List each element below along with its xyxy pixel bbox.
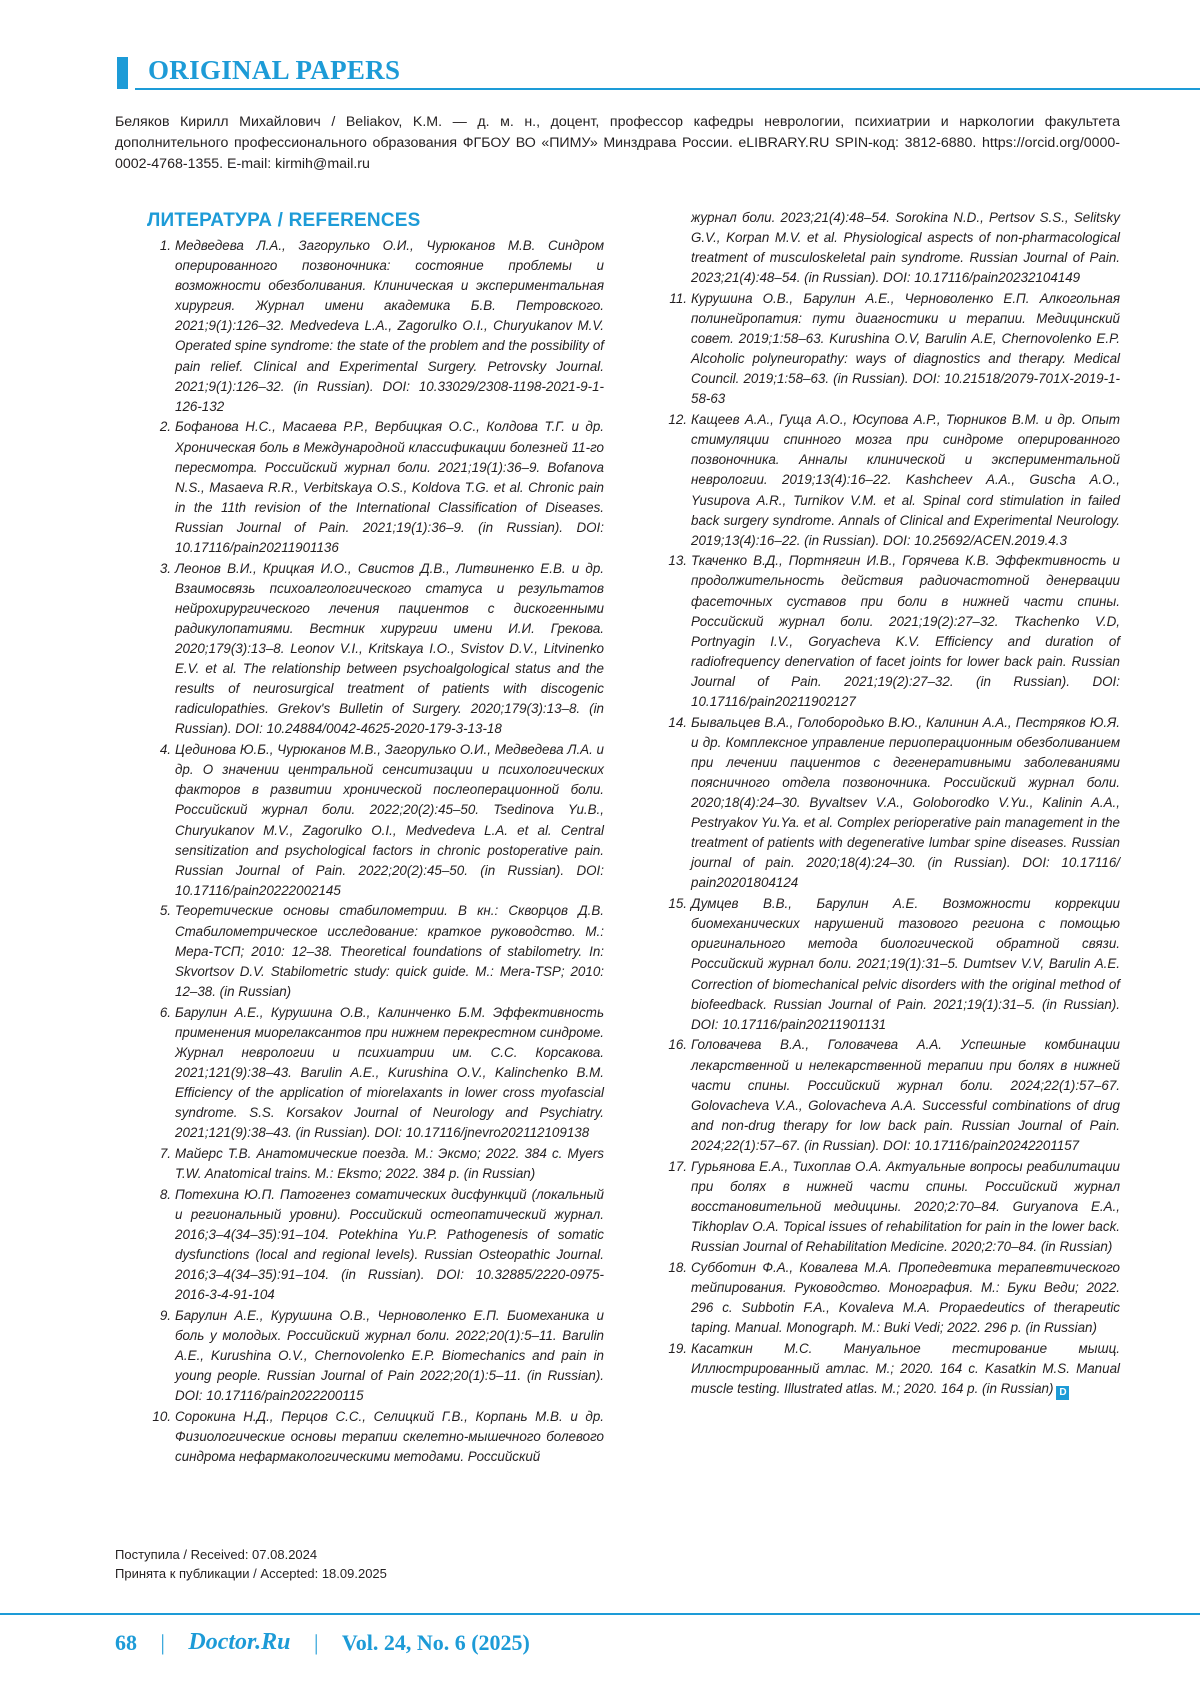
reference-number: 2. (147, 417, 171, 437)
reference-item (663, 1339, 1120, 1400)
reference-number: 15. (663, 894, 687, 914)
page-footer (115, 1628, 530, 1664)
header-accent-bar (117, 57, 128, 89)
reference-number: 6. (147, 1003, 171, 1023)
reference-number: 18. (663, 1258, 687, 1278)
reference-text: Кащеев А.А., Гуща А.О., Юсупова А.Р., Тюрников В.М. и др. Опыт стимуляции спинного мозга при синдроме оперированного позвоночника. Анналы клинической и экспериментальной неврологии. 2019;13(4):16–22. Kashcheev A.A., Guscha A.O., Yusupova A.R., Turnikov V.M. et al. Spinal cord stimulation in failed back surgery syndrome. Annals of Clinical and Experimental Neurology. 2019;13(4):16–22. (in Russian). DOI: 10.25692/ACEN.2019.4.3 (691, 412, 1120, 548)
reference-text: Гурьянова Е.А., Тихоплав О.А. Актуальные вопросы реабилитации при болях в нижней части спины. Российский журнал восстановительной медицины. 2020;2:70–84. Guryanova E.A., Tikhoplav O.A. Topical issues of rehabilitation for pain in the lower back. Russian Journal of Rehabilitation Medicine. 2020;2:70–84. (in Russian) (691, 1159, 1120, 1254)
reference-item (147, 236, 604, 417)
reference-text: Субботин Ф.А., Ковалева М.А. Пропедевтика терапевтического тейпирования. Руководство. Монография. М.: Буки Веди; 2022. 296 с. Subbotin F.A., Kovaleva M.A. Propaedeutics of therapeutic taping. Manual. Monograph. M.: Buki Vedi; 2022. 296 p. (in Russian) (691, 1260, 1120, 1335)
reference-item (663, 410, 1120, 551)
reference-item (147, 901, 604, 1001)
footer-separator: | (314, 1630, 318, 1656)
references-right-column (663, 208, 1120, 1518)
reference-item (147, 1144, 604, 1184)
accepted-date: Принята к публикации / Accepted: 18.09.2025 (115, 1564, 387, 1583)
reference-text: Головачева В.А., Головачева А.А. Успешные комбинации лекарственной и нелекарственной терапии при болях в нижней части спины. Российский журнал боли. 2024;22(1):57–67. Golovacheva V.A., Golovacheva A.A. Successful combinations of drug and non-drug therapy for low back pain. Russian Journal of Pain. 2024;22(1):57–67. (in Russian). DOI: 10.17116/pain20242201157 (691, 1037, 1120, 1152)
reference-text: Медведева Л.А., Загорулько О.И., Чурюканов М.В. Синдром оперированного позвоночника: состояние проблемы и возможности обезболивания. Клиническая и экспериментальная хирургия. Журнал имени академика Б.В. Петровского. 2021;9(1):126–32. Medvedeva L.A., Zagorulko O.I., Churyukanov M.V. Operated spine syndrome: the state of the problem and the possibility of pain relief. Clinical and Experimental Surgery. Petrovsky Journal. 2021;9(1):126–32. (in Russian). DOI: 10.33029/2308-1198-2021-9-1-126-132 (175, 238, 604, 414)
reference-number: 7. (147, 1144, 171, 1164)
reference-number: 3. (147, 559, 171, 579)
reference-text: Сорокина Н.Д., Перцов С.С., Селицкий Г.В., Корпань М.В. и др. Физиологические основы терапии скелетно-мышечного болевого синдрома нефармакологическими методами. Российский (175, 1409, 604, 1464)
reference-number: 11. (663, 289, 687, 309)
reference-item (147, 1306, 604, 1406)
section-title: ORIGINAL PAPERS (148, 55, 400, 86)
reference-number: 4. (147, 740, 171, 760)
reference-item (147, 417, 604, 558)
reference-text: Барулин А.Е., Курушина О.В., Калинченко Б.М. Эффективность применения миорелаксантов при нижнем перекрестном синдроме. Журнал неврологии и психиатрии им. С.С. Корсакова. 2021;121(9):38–43. Barulin A.E., Kurushina O.V., Kalinchenko B.M. Efficiency of the application of miorelaxants in lower cross myofascial syndrome. S.S. Korsakov Journal of Neurology and Psychiatry. 2021;121(9):38–43. (in Russian). DOI: 10.17116/jnevro202112109138 (175, 1005, 604, 1141)
references-heading: ЛИТЕРАТУРА / REFERENCES (147, 210, 421, 232)
reference-number: 5. (147, 901, 171, 921)
reference-item (663, 1258, 1120, 1338)
reference-text: Ткаченко В.Д., Портнягин И.В., Горячева К.В. Эффективность и продолжительность действия радиочастотной денервации фасеточных суставов при боли в нижней части спины. Российский журнал боли. 2021;19(2):27–32. Tkachenko V.D, Portnyagin I.V., Goryacheva K.V. Efficiency and duration of radiofrequency denervation of facet joints for lower back pain. Russian Journal of Pain. 2021;19(2):27–32. (in Russian). DOI: 10.17116/pain20211902127 (691, 553, 1120, 709)
reference-number: 1. (147, 236, 171, 256)
received-date: Поступила / Received: 07.08.2024 (115, 1545, 387, 1564)
reference-text: Бофанова Н.С., Масаева Р.Р., Вербицкая О.С., Колдова Т.Г. и др. Хроническая боль в Международной классификации болезней 11-го пересмотра. Российский журнал боли. 2021;19(1):36–9. Bofanova N.S., Masaeva R.R., Verbitskaya O.S., Koldova T.G. et al. Chronic pain in the 11th revision of the International Classification of Diseases. Russian Journal of Pain. 2021;19(1):36–9. (in Russian). DOI: 10.17116/pain20211901136 (175, 419, 604, 555)
reference-item (663, 1035, 1120, 1156)
reference-number: 13. (663, 551, 687, 571)
reference-item (147, 1003, 604, 1144)
reference-item (663, 894, 1120, 1035)
journal-logo: Doctor.Ru (188, 1629, 290, 1656)
page-number: 68 (115, 1630, 137, 1656)
reference-item (147, 1185, 604, 1306)
reference-text: Барулин А.Е., Курушина О.В., Черноволенко Е.П. Биомеханика и боль у молодых. Российский журнал боли. 2022;20(1):5–11. Barulin A.E., Kurushina O.V., Chernovolenko E.P. Biomechanics and pain in young people. Russian Journal of Pain 2022;20(1):5–11. (in Russian). DOI: 10.17116/pain2022200115 (175, 1308, 604, 1403)
footer-separator: | (161, 1630, 165, 1656)
reference-number: 12. (663, 410, 687, 430)
header-rule (135, 88, 1200, 90)
article-dates (115, 1545, 387, 1583)
reference-number: 17. (663, 1157, 687, 1177)
reference-text: Теоретические основы стабилометрии. В кн.: Скворцов Д.В. Стабилометрическое исследование: краткое руководство. М.: Мера-ТСП; 2010: 12–38. Theoretical foundations of stabilometry. In: Skvortsov D.V. Stabilometric study: quick guide. M.: Mera-TSP; 2010: 12–38. (in Russian) (175, 903, 604, 998)
section-header (117, 57, 1200, 89)
references-left-column (147, 236, 604, 1536)
reference-text: Думцев В.В., Барулин А.Е. Возможности коррекции биомеханических нарушений тазового региона с помощью оригинального метода биологической обратной связи. Российский журнал боли. 2021;19(1):31–5. Dumtsev V.V, Barulin A.E. Correction of biomechanical pelvic disorders with the original method of biofeedback. Russian Journal of Pain. 2021;19(1):31–5. (in Russian). DOI: 10.17116/pain20211901131 (691, 896, 1120, 1032)
reference-number: 10. (147, 1407, 171, 1427)
reference-continuation: журнал боли. 2023;21(4):48–54. Sorokina N.D., Pertsov S.S., Selitsky G.V., Korpan M.V. et al. Physiological aspects of non-pharmacological treatment of musculoskeletal pain syndrome. Russian Journal of Pain. 2023;21(4):48–54. (in Russian). DOI: 10.17116/pain20232104149 (663, 208, 1120, 288)
reference-text: Касаткин М.С. Мануальное тестирование мышц. Иллюстрированный атлас. М.; 2020. 164 с. Kasatkin M.S. Manual muscle testing. Illustrated atlas. M.; 2020. 164 p. (in Russian) (691, 1341, 1120, 1396)
reference-item (147, 740, 604, 901)
reference-item (663, 713, 1120, 894)
reference-item (663, 551, 1120, 712)
volume-info: Vol. 24, No. 6 (2025) (342, 1630, 530, 1656)
reference-text: Потехина Ю.П. Патогенез соматических дисфункций (локальный и региональный уровни). Российский остеопатический журнал. 2016;3–4(34–35):91–104. Potekhina Yu.P. Pathogenesis of somatic dysfunctions (local and regional levels). Russian Osteopathic Journal. 2016;3–4(34–35):91–104. (in Russian). DOI: 10.32885/2220-0975-2016-3-4-91-104 (175, 1187, 604, 1302)
author-info: Беляков Кирилл Михайлович / Beliakov, K.M. — д. м. н., доцент, профессор кафедры неврологии, психиатрии и наркологии факультета дополнительного профессионального образования ФГБОУ ВО «ПИМУ» Минздрава России. eLIBRARY.RU SPIN-код: 3812-6880. https://orcid.org/0000-0002-4768-1355. E-mail: kirmih@mail.ru (115, 112, 1120, 174)
end-of-article-icon: D (1056, 1386, 1069, 1400)
reference-number: 9. (147, 1306, 171, 1326)
reference-item (147, 559, 604, 740)
reference-number: 16. (663, 1035, 687, 1055)
reference-item (663, 1157, 1120, 1257)
reference-number: 19. (663, 1339, 687, 1359)
reference-text: Майерс Т.В. Анатомические поезда. М.: Эксмо; 2022. 384 с. Myers T.W. Anatomical trains. M.: Eksmo; 2022. 384 p. (in Russian) (175, 1146, 604, 1181)
reference-text: Курушина О.В., Барулин А.Е., Черноволенко Е.П. Алкогольная полинейропатия: пути диагностики и терапии. Медицинский совет. 2019;1:58–63. Kurushina O.V, Barulin A.E, Chernovolenko E.P. Alcoholic polyneuropathy: ways of diagnostics and therapy. Medical Council. 2019;1:58–63. (in Russian). DOI: 10.21518/2079-701X-2019-1-58-63 (691, 291, 1120, 406)
reference-item (663, 289, 1120, 410)
reference-item (147, 1407, 604, 1467)
reference-text: Цединова Ю.Б., Чурюканов М.В., Загорулько О.И., Медведева Л.А. и др. О значении центральной сенситизации и психологических факторов в развитии хронической послеоперационной боли. Российский журнал боли. 2022;20(2):45–50. Tsedinova Yu.B., Churyukanov M.V., Zagorulko O.I., Medvedeva L.A. et al. Central sensitization and psychological factors in chronic postoperative pain. Russian Journal of Pain. 2022;20(2):45–50. (in Russian). DOI: 10.17116/pain20222002145 (175, 742, 604, 898)
reference-text: Бывальцев В.А., Голобородько В.Ю., Калинин А.А., Пестряков Ю.Я. и др. Комплексное управление периоперационным обезболиванием при лечении пациентов с дегенеративными заболеваниями поясничного отдела позвоночника. Российский журнал боли. 2020;18(4):24–30. Byvaltsev V.A., Goloborodko V.Yu., Kalinin A.A., Pestryakov Yu.Ya. et al. Complex perioperative pain management in the treatment of patients with degenerative lumbar spine diseases. Russian journal of pain. 2020;18(4):24–30. (in Russian). DOI: 10.17116/ pain20201804124 (691, 715, 1120, 891)
reference-number: 14. (663, 713, 687, 733)
footer-rule (0, 1613, 1200, 1615)
reference-number: 8. (147, 1185, 171, 1205)
reference-text: Леонов В.И., Крицкая И.О., Свистов Д.В., Литвиненко Е.В. и др. Взаимосвязь психоалгологического статуса и результатов нейрохирургического лечения пациентов с дискогенными радикулопатиями. Вестник хирургии имени И.И. Грекова. 2020;179(3):13–8. Leonov V.I., Kritskaya I.O., Svistov D.V., Litvinenko E.V. et al. The relationship between psychoalgological status and the results of neurosurgical treatment of patients with discogenic radiculopathies. Grekov's Bulletin of Surgery. 2020;179(3):13–8. (in Russian). DOI: 10.24884/0042-4625-2020-179-3-13-18 (175, 561, 604, 737)
